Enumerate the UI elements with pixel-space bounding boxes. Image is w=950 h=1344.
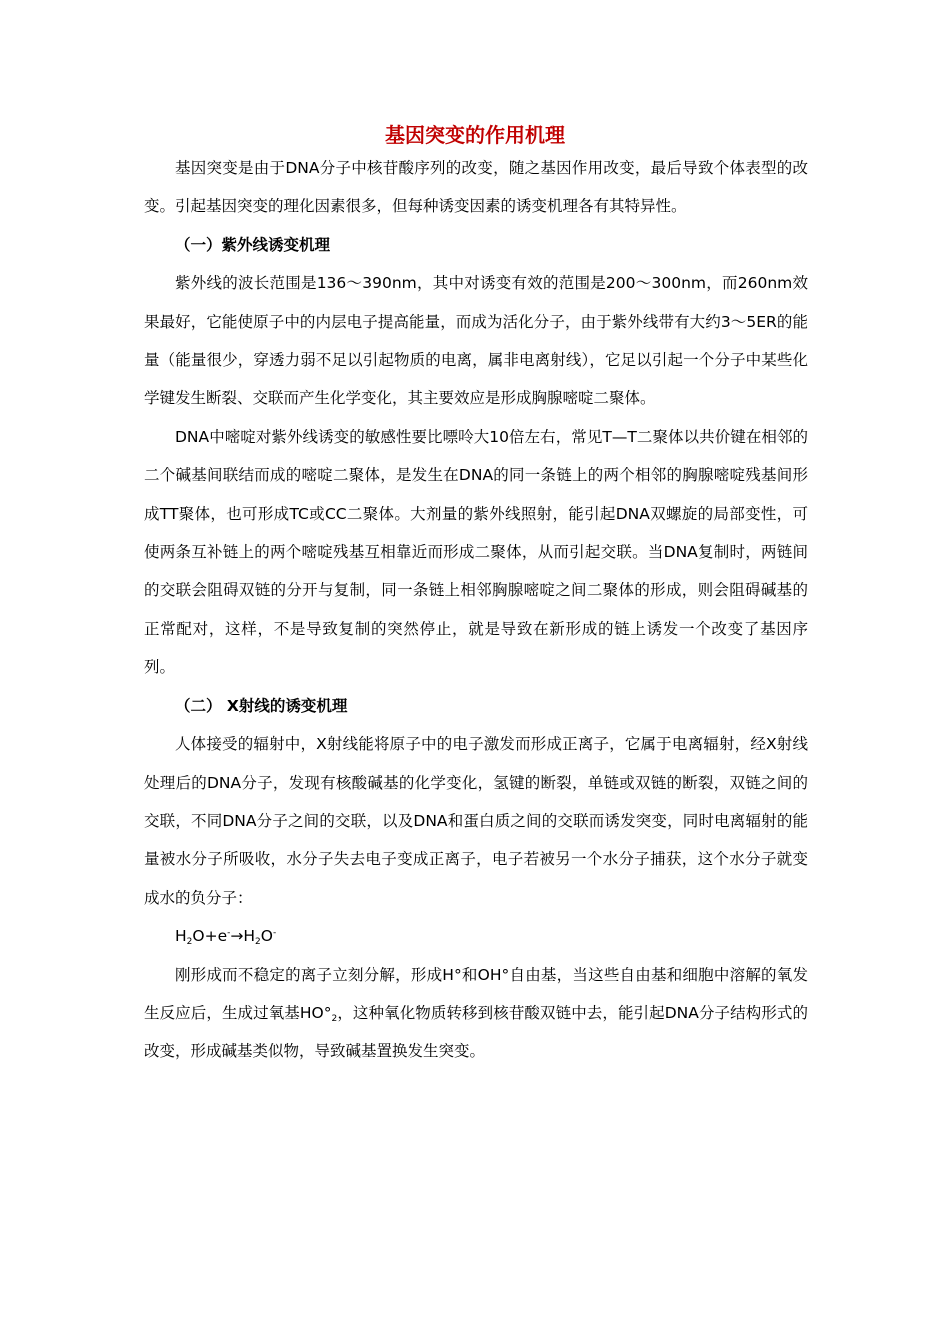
- uv-paragraph-2: DNA中嘧啶对紫外线诱变的敏感性要比嘌呤大10倍左右，常见T—T二聚体以共价键在相邻的二个碱基间联结而成的嘧啶二聚体，是发生在DNA的同一条链上的两个相邻的胸腺嘧啶残基间形成TT聚体，也可形成TC或CC二聚体。大剂量的紫外线照射，能引起DNA双螺旋的局部变性，可使两条互补链上的两个嘧啶残基互相靠近而形成二聚体，从而引起交联。当DNA复制时，两链间的交联会阻碍双链的分开与复制，同一条链上相邻胸腺嘧啶之间二聚体的形成，则会阻碍碱基的正常配对，这样，不是导致复制的突然停止，就是导致在新形成的链上诱发一个改变了基因序列。: [144, 427, 808, 677]
- document-body: [144, 149, 808, 1071]
- section-heading-uv: （一）紫外线诱变机理: [175, 235, 331, 254]
- xray-paragraph-2: [144, 956, 808, 1071]
- xray-paragraph-1: 人体接受的辐射中，X射线能将原子中的电子激发而形成正离子，它属于电离辐射，经X射线处理后的DNA分子，发现有核酸碱基的化学变化，氢键的断裂，单链或双链的断裂，双链之间的交联，不同DNA分子之间的交联，以及DNA和蛋白质之间的交联而诱发突变，同时电离辐射的能量被水分子所吸收，水分子失去电子变成正离子，电子若被另一个水分子捕获，这个水分子就变成水的负分子：: [144, 735, 808, 907]
- xray-paragraph-2-part1: 刚形成而不稳定的离子立刻分解，形成H°和OH°自由基，当这些自由基和细胞中溶解的氧发生反应后，生成过氧基HO°: [144, 965, 808, 1022]
- chemical-formula: [144, 917, 808, 955]
- formula-h-product: H: [243, 927, 256, 946]
- formula-minus-product: -: [272, 928, 277, 939]
- xray-paragraph-2-sub: 2: [331, 1013, 338, 1024]
- uv-paragraph-1: 紫外线的波长范围是136～390nm，其中对诱变有效的范围是200～300nm，而260nm效果最好，它能使原子中的内层电子提高能量，而成为活化分子，由于紫外线带有大约3～5ER的能量（能量很少，穿透力弱不足以引起物质的电离，属非电离射线），它足以引起一个分子中某些化学键发生断裂、交联而产生化学变化，其主要效应是形成胸腺嘧啶二聚体。: [144, 274, 808, 408]
- document-title: 基因突变的作用机理: [385, 123, 565, 147]
- formula-sub-2-product: 2: [255, 937, 261, 948]
- xray-paragraph-2-part2: ，这种氧化物质转移到核苷酸双链中去，能引起DNA分子结构形式的改变，形成碱基类似物，导致碱基置换发生突变。: [144, 1003, 808, 1061]
- formula-minus: -: [227, 928, 231, 939]
- formula-sub-2: 2: [186, 937, 193, 948]
- formula-h: H: [175, 927, 187, 946]
- formula-o-plus-e: O+e: [192, 927, 228, 946]
- section-heading-xray: （二） X射线的诱变机理: [175, 696, 348, 715]
- formula-arrow: →: [230, 927, 244, 946]
- formula-o-product: O: [260, 927, 273, 946]
- intro-paragraph: 基因突变是由于DNA分子中核苷酸序列的改变，随之基因作用改变，最后导致个体表型的改变。引起基因突变的理化因素很多，但每种诱变因素的诱变机理各有其特异性。: [144, 159, 808, 216]
